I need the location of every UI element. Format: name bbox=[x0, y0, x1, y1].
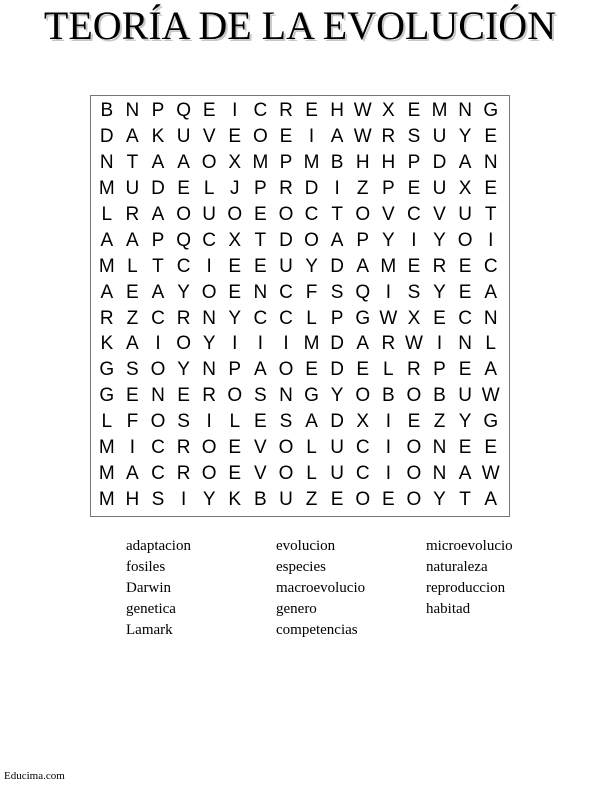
grid-letter: R bbox=[381, 333, 396, 355]
grid-letter: I bbox=[411, 229, 417, 251]
grid-letter: L bbox=[101, 411, 113, 433]
grid-letter: O bbox=[406, 463, 422, 485]
grid-letter: B bbox=[433, 385, 446, 407]
grid-letter: H bbox=[330, 100, 344, 121]
word-search-grid bbox=[90, 95, 510, 517]
grid-letter: T bbox=[254, 229, 267, 251]
grid-letter: E bbox=[228, 437, 242, 459]
grid-letter: S bbox=[126, 359, 139, 381]
grid-letter: P bbox=[356, 229, 370, 251]
grid-letter: Y bbox=[202, 333, 216, 355]
grid-letter: I bbox=[385, 437, 391, 459]
grid-letter: M bbox=[98, 489, 115, 511]
grid-letter: A bbox=[100, 281, 114, 303]
grid-letter: B bbox=[381, 385, 395, 407]
grid-letter: N bbox=[458, 333, 472, 355]
grid-letter: Y bbox=[177, 359, 190, 381]
grid-letter: E bbox=[484, 437, 498, 459]
word-list-item: habitad bbox=[426, 601, 471, 617]
grid-letter: A bbox=[151, 151, 165, 173]
grid-letter: L bbox=[306, 307, 317, 329]
grid-letter: N bbox=[151, 385, 165, 407]
grid-letter: C bbox=[458, 307, 472, 329]
grid-letter: A bbox=[126, 333, 139, 355]
grid-letter: S bbox=[254, 385, 267, 407]
grid-letter: W bbox=[353, 125, 372, 147]
grid-letter: C bbox=[151, 307, 165, 329]
grid-letter: E bbox=[254, 411, 267, 433]
grid-letter: X bbox=[407, 307, 421, 329]
grid-letter: O bbox=[278, 359, 294, 381]
grid-letter: O bbox=[150, 411, 166, 433]
grid-letter: L bbox=[383, 359, 394, 381]
grid-letter: C bbox=[202, 229, 217, 251]
grid-letter: O bbox=[227, 385, 243, 407]
grid-letter: C bbox=[253, 307, 268, 329]
grid-letter: U bbox=[279, 255, 293, 277]
grid-letter: U bbox=[125, 177, 140, 199]
grid-letter: Y bbox=[458, 125, 472, 147]
grid-letter: A bbox=[126, 229, 139, 251]
grid-letter: G bbox=[355, 307, 371, 329]
grid-letter: V bbox=[254, 437, 267, 459]
grid-letter: N bbox=[483, 151, 498, 173]
grid-letter: C bbox=[279, 307, 293, 329]
grid-letter: L bbox=[306, 437, 317, 459]
grid-letter: L bbox=[203, 177, 215, 199]
letter-grid bbox=[94, 98, 504, 513]
grid-letter: N bbox=[279, 385, 293, 407]
grid-letter: E bbox=[202, 100, 216, 121]
grid-letter: R bbox=[202, 385, 217, 407]
grid-letter: G bbox=[99, 359, 115, 381]
grid-letter: E bbox=[484, 177, 498, 199]
grid-letter: U bbox=[432, 177, 447, 199]
grid-letter: V bbox=[254, 463, 267, 485]
grid-letter: I bbox=[385, 463, 391, 485]
grid-letter: O bbox=[355, 385, 371, 407]
grid-letter: U bbox=[458, 385, 472, 407]
grid-letter: I bbox=[206, 255, 212, 277]
grid-letter: D bbox=[330, 255, 344, 277]
grid-letter: L bbox=[101, 203, 113, 225]
grid-letter: M bbox=[380, 255, 397, 277]
grid-letter: W bbox=[404, 333, 423, 355]
grid-letter: Y bbox=[458, 411, 472, 433]
grid-letter: A bbox=[151, 281, 165, 303]
grid-letter: K bbox=[151, 125, 165, 147]
grid-letter: L bbox=[306, 463, 317, 485]
grid-letter: M bbox=[303, 151, 320, 173]
grid-letter: E bbox=[177, 177, 190, 199]
word-list-item: especies bbox=[276, 559, 326, 575]
word-list-item: Darwin bbox=[126, 580, 171, 596]
word-list-item: adaptacion bbox=[126, 538, 191, 554]
grid-letter: A bbox=[356, 255, 370, 277]
grid-letter: M bbox=[98, 255, 115, 277]
grid-letter: C bbox=[279, 281, 293, 303]
word-list-item: genero bbox=[276, 601, 317, 617]
grid-letter: N bbox=[432, 463, 447, 485]
grid-letter: H bbox=[125, 489, 140, 511]
grid-letter: K bbox=[228, 489, 242, 511]
grid-letter: M bbox=[98, 463, 115, 485]
grid-letter: O bbox=[201, 281, 217, 303]
grid-letter: E bbox=[254, 255, 267, 277]
grid-letter: N bbox=[99, 151, 114, 173]
grid-letter: R bbox=[125, 203, 140, 225]
grid-letter: U bbox=[330, 437, 344, 459]
grid-letter: I bbox=[334, 177, 340, 199]
grid-letter: P bbox=[279, 151, 293, 173]
word-list-item: evolucion bbox=[276, 538, 336, 554]
grid-letter: C bbox=[176, 255, 191, 277]
grid-letter: I bbox=[180, 489, 187, 511]
grid-letter: F bbox=[305, 281, 318, 303]
grid-letter: P bbox=[433, 359, 446, 381]
grid-letter: C bbox=[483, 255, 498, 277]
grid-letter: G bbox=[483, 411, 499, 433]
grid-letter: O bbox=[176, 203, 191, 225]
grid-letter: P bbox=[254, 177, 267, 199]
grid-letter: E bbox=[458, 437, 472, 459]
grid-letter: I bbox=[129, 437, 136, 459]
grid-letter: O bbox=[176, 333, 191, 355]
grid-letter: U bbox=[202, 203, 217, 225]
grid-letter: C bbox=[355, 463, 370, 485]
word-list-item: reproduccion bbox=[426, 580, 506, 596]
grid-letter: Y bbox=[433, 281, 446, 303]
grid-letter: Y bbox=[177, 281, 190, 303]
grid-letter: C bbox=[304, 203, 319, 225]
grid-letter: S bbox=[407, 281, 421, 303]
grid-letter: Y bbox=[305, 255, 318, 277]
grid-letter: I bbox=[385, 411, 391, 433]
grid-letter: H bbox=[355, 151, 370, 173]
grid-letter: R bbox=[432, 255, 447, 277]
grid-letter: D bbox=[304, 177, 319, 199]
grid-letter: X bbox=[356, 411, 370, 433]
grid-letter: N bbox=[202, 307, 217, 329]
grid-letter: O bbox=[252, 125, 268, 147]
grid-letter: O bbox=[406, 385, 422, 407]
grid-letter: N bbox=[432, 437, 447, 459]
grid-letter: W bbox=[481, 463, 500, 485]
grid-letter: Z bbox=[305, 489, 318, 511]
site-credit: Educima.com bbox=[4, 770, 65, 782]
grid-letter: U bbox=[176, 125, 191, 147]
grid-letter: A bbox=[330, 125, 344, 147]
grid-letter: I bbox=[155, 333, 161, 355]
grid-letter: Y bbox=[330, 385, 344, 407]
grid-letter: K bbox=[100, 333, 114, 355]
grid-letter: O bbox=[457, 229, 473, 251]
grid-letter: O bbox=[278, 203, 294, 225]
grid-letter: N bbox=[458, 100, 472, 121]
grid-letter: Z bbox=[356, 177, 369, 199]
grid-letter: Y bbox=[381, 229, 395, 251]
grid-letter: L bbox=[485, 333, 496, 355]
grid-letter: Y bbox=[433, 229, 446, 251]
word-list-item: naturaleza bbox=[426, 559, 488, 575]
grid-letter: C bbox=[151, 437, 165, 459]
grid-letter: P bbox=[151, 100, 165, 121]
grid-letter: M bbox=[98, 177, 115, 199]
grid-letter: C bbox=[151, 463, 165, 485]
grid-letter: P bbox=[228, 359, 242, 381]
grid-letter: D bbox=[279, 229, 293, 251]
grid-letter: E bbox=[458, 359, 472, 381]
grid-letter: W bbox=[481, 385, 500, 407]
grid-letter: R bbox=[381, 125, 396, 147]
grid-letter: P bbox=[381, 177, 395, 199]
grid-letter: J bbox=[230, 177, 240, 199]
grid-letter: E bbox=[407, 255, 421, 277]
grid-letter: R bbox=[279, 177, 293, 199]
grid-letter: V bbox=[202, 125, 216, 147]
grid-letter: O bbox=[406, 489, 422, 511]
grid-letter: A bbox=[356, 333, 370, 355]
grid-letter: P bbox=[407, 151, 421, 173]
grid-letter: E bbox=[126, 385, 139, 407]
grid-letter: D bbox=[330, 333, 344, 355]
grid-letter: A bbox=[458, 463, 472, 485]
page-title: TEORÍA DE LA EVOLUCIÓN bbox=[43, 3, 557, 48]
word-list-item: genetica bbox=[126, 601, 176, 617]
grid-letter: E bbox=[228, 281, 242, 303]
grid-letter: F bbox=[126, 411, 139, 433]
grid-letter: E bbox=[407, 411, 421, 433]
grid-letter: T bbox=[484, 203, 497, 225]
grid-letter: A bbox=[484, 359, 498, 381]
grid-letter: I bbox=[308, 125, 315, 147]
grid-letter: E bbox=[484, 125, 498, 147]
grid-letter: G bbox=[483, 100, 499, 121]
grid-letter: E bbox=[407, 100, 421, 121]
grid-letter: C bbox=[407, 203, 421, 225]
grid-letter: I bbox=[436, 333, 443, 355]
grid-letter: U bbox=[279, 489, 293, 511]
grid-letter: M bbox=[431, 100, 448, 121]
word-list-item: macroevolucio bbox=[276, 580, 366, 596]
word-list-item: fosiles bbox=[126, 559, 166, 575]
grid-letter: R bbox=[99, 307, 114, 329]
grid-letter: O bbox=[278, 437, 294, 459]
grid-letter: Q bbox=[176, 100, 191, 121]
grid-letter: R bbox=[407, 359, 421, 381]
grid-letter: Q bbox=[355, 281, 371, 303]
grid-letter: B bbox=[254, 489, 267, 511]
grid-letter: A bbox=[100, 229, 114, 251]
grid-letter: V bbox=[381, 203, 395, 225]
word-list-item: competencias bbox=[276, 622, 358, 638]
grid-letter: S bbox=[407, 125, 421, 147]
grid-letter: N bbox=[483, 307, 498, 329]
grid-letter: Y bbox=[228, 307, 242, 329]
grid-letter: E bbox=[126, 281, 139, 303]
grid-letter: X bbox=[228, 229, 242, 251]
word-list-item: microevolucio bbox=[426, 538, 513, 554]
grid-letter: U bbox=[432, 125, 447, 147]
grid-letter: E bbox=[305, 100, 318, 121]
grid-letter: O bbox=[227, 203, 243, 225]
grid-letter: I bbox=[232, 100, 238, 121]
grid-letter: O bbox=[278, 463, 294, 485]
grid-letter: D bbox=[151, 177, 165, 199]
grid-letter: M bbox=[252, 151, 269, 173]
grid-letter: A bbox=[126, 463, 139, 485]
grid-letter: A bbox=[151, 203, 165, 225]
grid-letter: T bbox=[126, 151, 139, 173]
grid-letter: P bbox=[151, 229, 165, 251]
grid-letter: D bbox=[99, 125, 114, 147]
word-list-item: Lamark bbox=[126, 622, 173, 638]
grid-letter: C bbox=[355, 437, 370, 459]
grid-letter: O bbox=[150, 359, 166, 381]
grid-letter: M bbox=[303, 333, 320, 355]
grid-letter: E bbox=[330, 489, 344, 511]
grid-letter: I bbox=[283, 333, 289, 355]
grid-letter: E bbox=[228, 255, 242, 277]
grid-letter: R bbox=[279, 100, 293, 121]
grid-letter: E bbox=[381, 489, 395, 511]
grid-letter: G bbox=[304, 385, 319, 407]
grid-letter: O bbox=[355, 203, 371, 225]
grid-letter: E bbox=[228, 463, 242, 485]
grid-letter: H bbox=[381, 151, 396, 173]
grid-letter: O bbox=[201, 151, 217, 173]
grid-letter: A bbox=[484, 281, 498, 303]
grid-letter: G bbox=[99, 385, 115, 407]
grid-letter: E bbox=[305, 359, 318, 381]
grid-letter: U bbox=[458, 203, 472, 225]
grid-letter: R bbox=[176, 463, 191, 485]
grid-letter: Z bbox=[433, 411, 446, 433]
grid-letter: I bbox=[257, 333, 263, 355]
grid-letter: O bbox=[304, 229, 319, 251]
grid-letter: A bbox=[305, 411, 318, 433]
grid-letter: X bbox=[381, 100, 395, 121]
grid-letter: O bbox=[201, 463, 217, 485]
grid-letter: N bbox=[253, 281, 268, 303]
grid-letter: I bbox=[385, 281, 391, 303]
grid-letter: Y bbox=[202, 489, 216, 511]
grid-letter: O bbox=[355, 489, 371, 511]
grid-letter: N bbox=[125, 100, 140, 121]
grid-letter: W bbox=[379, 307, 398, 329]
grid-letter: M bbox=[98, 437, 115, 459]
grid-letter: I bbox=[232, 333, 238, 355]
grid-letter: O bbox=[406, 437, 422, 459]
grid-letter: A bbox=[126, 125, 139, 147]
grid-letter: L bbox=[229, 411, 241, 433]
grid-letter: A bbox=[484, 489, 498, 511]
grid-letter: Y bbox=[433, 489, 446, 511]
grid-letter: A bbox=[177, 151, 190, 173]
grid-letter: Z bbox=[126, 307, 139, 329]
grid-letter: B bbox=[100, 100, 114, 121]
grid-letter: T bbox=[459, 489, 471, 511]
grid-letter: L bbox=[127, 255, 138, 277]
grid-letter: S bbox=[330, 281, 344, 303]
grid-letter: B bbox=[330, 151, 344, 173]
grid-letter: X bbox=[228, 151, 242, 173]
grid-letter: E bbox=[433, 307, 446, 329]
grid-letter: P bbox=[330, 307, 344, 329]
grid-letter: I bbox=[488, 229, 494, 251]
word-list bbox=[126, 536, 536, 641]
grid-letter: S bbox=[177, 411, 190, 433]
grid-letter: V bbox=[433, 203, 446, 225]
grid-letter: T bbox=[331, 203, 343, 225]
grid-letter: E bbox=[177, 385, 190, 407]
grid-letter: E bbox=[356, 359, 370, 381]
grid-letter: U bbox=[330, 463, 344, 485]
grid-letter: N bbox=[202, 359, 217, 381]
grid-letter: S bbox=[279, 411, 293, 433]
grid-letter: T bbox=[152, 255, 164, 277]
grid-letter: E bbox=[458, 281, 472, 303]
grid-letter: Q bbox=[176, 229, 191, 251]
grid-letter: S bbox=[151, 489, 165, 511]
grid-letter: E bbox=[228, 125, 242, 147]
grid-letter: D bbox=[330, 411, 344, 433]
grid-letter: I bbox=[206, 411, 212, 433]
grid-letter: O bbox=[201, 437, 217, 459]
grid-letter: R bbox=[176, 437, 191, 459]
grid-letter: E bbox=[407, 177, 421, 199]
grid-letter: D bbox=[432, 151, 447, 173]
grid-letter: A bbox=[458, 151, 472, 173]
grid-letter: R bbox=[176, 307, 191, 329]
grid-letter: E bbox=[254, 203, 267, 225]
grid-letter: A bbox=[330, 229, 344, 251]
grid-letter: A bbox=[254, 359, 267, 381]
grid-letter: X bbox=[458, 177, 472, 199]
grid-letter: C bbox=[253, 100, 268, 121]
grid-letter: E bbox=[279, 125, 293, 147]
grid-letter: E bbox=[458, 255, 472, 277]
grid-letter: D bbox=[330, 359, 344, 381]
grid-letter: W bbox=[353, 100, 372, 121]
